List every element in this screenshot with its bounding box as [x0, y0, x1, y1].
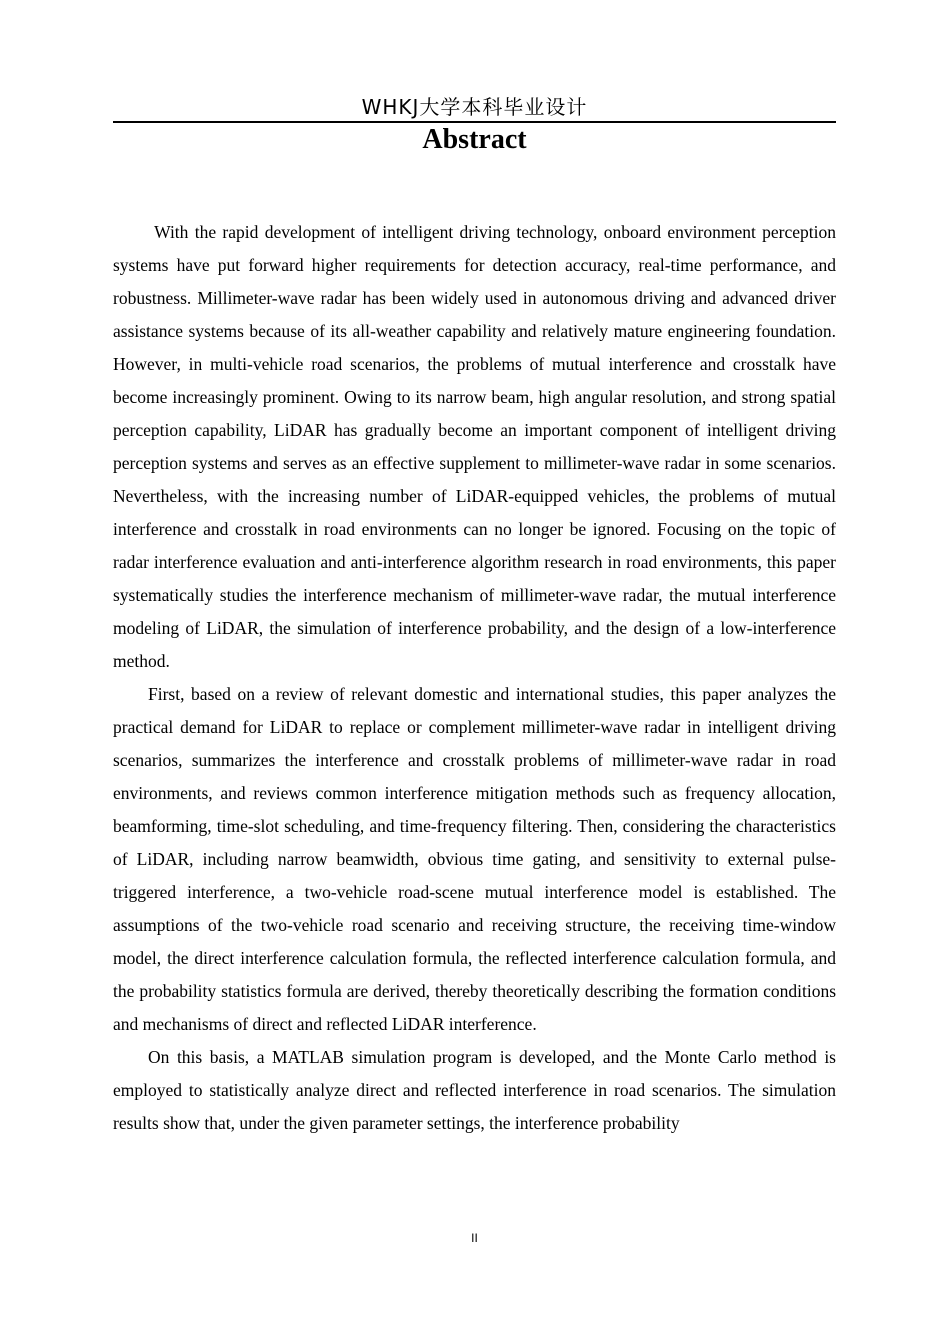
paragraph-1: With the rapid development of intelligent driving technology, onboard environment perception systems have put forward higher requirements for detection accuracy, real-time performance, and robustness. Millimeter-wave radar has been widely used in autonomous driving and advanced driver assistance systems because of its all-weather capability and relatively mature engineering foundation. However, in multi-vehicle road scenarios, the problems of mutual interference and crosstalk have become increasingly prominent. Owing to its narrow beam, high angular resolution, and strong spatial perception capability, LiDAR has gradually become an important component of intelligent driving perception systems and serves as an effective supplement to millimeter-wave radar in some scenarios. Nevertheless, with the increasing number of LiDAR-equipped vehicles, the problems of mutual interference and crosstalk in road environments can no longer be ignored. Focusing on the topic of radar interference evaluation and anti-interference algorithm research in road environments, this paper systematically studies the interference mechanism of millimeter-wave radar, the mutual interference modeling of LiDAR, the simulation of interference probability, and the design of a low-interference method. — [113, 222, 836, 671]
paragraph-2: First, based on a review of relevant domestic and international studies, this paper analyzes the practical demand for LiDAR to replace or complement millimeter-wave radar in intelligent driving scenarios, summarizes the interference and crosstalk problems of millimeter-wave radar in road environments, and reviews common interference mitigation methods such as frequency allocation, beamforming, time-slot scheduling, and time-frequency filtering. Then, considering the characteristics of LiDAR, including narrow beamwidth, obvious time gating, and sensitivity to external pulse-triggered interference, a two-vehicle road-scene mutual interference model is established. The assumptions of the two-vehicle road scenario and receiving structure, the receiving time-window model, the direct interference calculation formula, the reflected interference calculation formula, and the probability statistics formula are derived, thereby theoretically describing the formation conditions and mechanisms of direct and reflected LiDAR interference. — [113, 684, 836, 1034]
abstract-body — [113, 216, 836, 1140]
abstract-title: Abstract — [422, 124, 527, 155]
page-number: II — [471, 1231, 478, 1245]
page-header: WHKJ大学本科毕业设计 — [361, 95, 588, 119]
paragraph-3: On this basis, a MATLAB simulation program is developed, and the Monte Carlo method is employed to statistically analyze direct and reflected interference in road scenarios. The simulation results show that, under the given parameter settings, the interference probability — [113, 1047, 836, 1133]
